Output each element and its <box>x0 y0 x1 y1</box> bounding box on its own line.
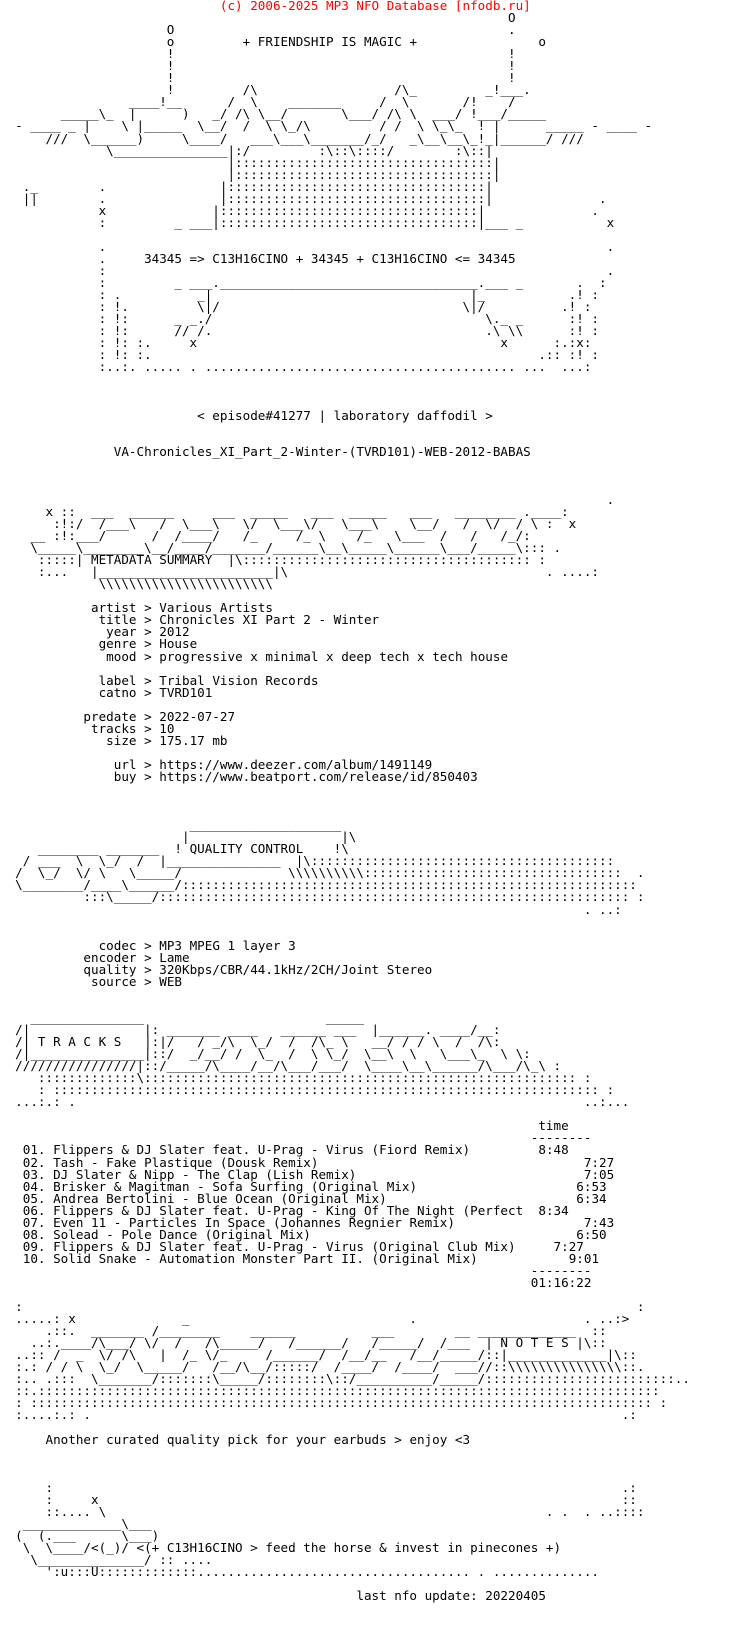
ascii-art-line: __ :!:___/ / /____/ /_ /_ \ /_ \___ / / /_/: <box>0 528 531 544</box>
tracklist-tracks-8-no-text: 09. <box>22 1238 46 1254</box>
tracklist-tracks-4-no-text: 05. <box>22 1190 46 1206</box>
ascii-art-line: : :::::::::::::::::::::::::::::::::::::::::::::::::::::::::::::::::::::::: : <box>0 1082 615 1098</box>
ascii-art-line: ..:: / _ \/ /\ | /_ \/_ /______/ /__/__ /__/_____/::|_____________|\:: <box>0 1347 637 1363</box>
ascii-art-line: \_______________|:/ :\::\::::/ :\::| <box>0 142 493 158</box>
ascii-art-line: _____\_ | ) _/ /\ \__/ \___/ /\ \ ___/ !___/_____ <box>0 106 546 122</box>
ascii-art-line <box>0 458 736 470</box>
meta-catno: catno > TVRD101 <box>98 684 213 700</box>
ascii-art-line <box>0 386 736 398</box>
ascii-art-line: .::. _______ /________ ______ ___ __ _____________ :: <box>0 1323 607 1339</box>
tracklist-tracks-2-no-text: 03. <box>22 1166 46 1182</box>
metadata-title-text: Chronicles XI Part 2 - Winter <box>159 612 380 628</box>
ascii-art-line: : !: :. .:: :! : <box>0 347 599 363</box>
sections-metadata-text: METADATA SUMMARY <box>91 552 213 568</box>
release_name-text: VA-Chronicles_XI_Part_2-Winter-(TVRD101)-WEB-2012-BABAS <box>113 443 531 459</box>
ascii-art-line: ____________________ <box>0 817 342 833</box>
tracklist-tracks-8-time-text: 7:27 <box>553 1238 584 1254</box>
ascii-art-line: |::::::::::::::::::::::::::::::::::| <box>0 154 501 170</box>
notes-text: Another curated quality pick for your earbuds > enjoy <3 <box>45 1431 471 1447</box>
metadata-artist-text: Various Artists <box>159 600 273 616</box>
ascii-art-line: ________ _______ ! QUALITY CONTROL !\ <box>0 841 349 857</box>
ascii-art-line: ! ! <box>0 70 516 86</box>
meta-artist: artist > Various Artists <box>91 600 273 616</box>
ascii-art-line: ::.:::::::::::::::::::::::::::::::::::::::::::::::::::::::::::::::::::::::::::::::::: <box>0 1383 660 1399</box>
tracklist-tracks-2-title-text: DJ Slater & Nipp - The Clap (Lish Remix) <box>53 1166 357 1182</box>
ascii-art-line: : !. \|/ \|/ .! : <box>0 299 592 315</box>
ascii-art-line: ( (.___ \___) <box>0 1527 160 1543</box>
tracklist-tracks-8-title-text: Flippers & DJ Slater feat. U-Prag - Virus (Original Club Mix) <box>53 1238 516 1254</box>
ascii-art-line <box>0 783 736 795</box>
last_update-text: last nfo update: 20220405 <box>356 1588 546 1604</box>
ascii-art-line <box>0 470 736 482</box>
ascii-art-line: : . _| |_ .! : <box>0 287 599 303</box>
ascii-art-line: \_____\________\__/____/_______/______\__\_____\______\___/_____\::: . <box>0 540 562 556</box>
metadata-label-text: Tribal Vision Records <box>159 672 319 688</box>
tracklist-tracks-6-time-text: 7:43 <box>583 1214 615 1230</box>
ascii-art-line: || . |::::::::::::::::::::::::::::::::::| . <box>0 190 607 206</box>
banner_text-text: + FRIENDSHIP IS MAGIC + <box>242 34 418 50</box>
ascii-art-line: -------- <box>0 1262 592 1278</box>
ascii-art-line <box>0 422 736 434</box>
ascii-art-line: : !: :. x x :.:x: <box>0 335 592 351</box>
meta-url[interactable]: url > https://www.deezer.com/album/1491149 <box>113 756 433 772</box>
ascii-art-line: : !: // /. .\ \\ :! : <box>0 323 599 339</box>
ascii-art-line: : .: <box>0 1479 637 1495</box>
meta-tracks: tracks > 10 <box>91 720 175 736</box>
ascii-art-line: \\\\\\\\\\\\\\\\\\\\\\\ <box>0 576 273 592</box>
metadata-url-text[interactable]: https://www.deezer.com/album/1491149 <box>159 756 433 772</box>
metadata-buy_key-text[interactable]: buy <box>113 769 137 784</box>
ascii-art-line: _______________ _____ <box>0 1009 364 1025</box>
ascii-art-line <box>0 373 736 385</box>
tracklist-tracks-5-time-text: 8:34 <box>538 1202 569 1218</box>
tracklist-tracks-2-time-text: 7:05 <box>583 1166 615 1182</box>
tracklist-tracks-6-title-text: Even 11 - Particles In Space (Johannes Regnier Remix) <box>53 1214 455 1230</box>
metadata-mood_key-text: mood <box>106 648 137 664</box>
release-name-line <box>0 443 736 459</box>
q-codec: codec > MP3 MPEG 1 layer 3 <box>98 937 296 953</box>
ascii-art-line <box>0 795 736 807</box>
ascii-art-line: | |\ <box>0 829 357 845</box>
quality-encoder_key-text: encoder <box>83 949 137 965</box>
quality-quality-text: 320Kbps/CBR/44.1kHz/2CH/Joint Stereo <box>159 961 433 977</box>
ascii-art-line: \______________/ :: .... <box>0 1552 213 1568</box>
tracklist-tracks-9-title-text: Solid Snake - Automation Monster Part II. (Original Mix) <box>53 1250 478 1266</box>
meta-size: size > 175.17 mb <box>106 732 228 748</box>
episode-text: < episode#41277 | laboratory daffodil > <box>197 407 493 423</box>
ascii-art-line: ...:.: . ..:... <box>0 1094 630 1110</box>
ascii-art-line: \________/____\______/:::::::::::::::::::::::::::::::::::::::::::::::::::::::::::: <box>0 877 637 893</box>
tracklist-tracks-0-no-text: 01. <box>22 1142 46 1158</box>
metadata-size-text: 175.17 mb <box>159 732 228 748</box>
ascii-art-line: : !: _ _./ \._ _ :! : <box>0 311 599 327</box>
metadata-predate-text: 2022-07-27 <box>159 708 236 724</box>
ascii-art-line: / \_/ \/ \ \_____/ \\\\\\\\\\:::::::::::::::::::::::::::::::::: . <box>0 865 645 881</box>
metadata-year-text: 2012 <box>159 624 190 640</box>
ascii-art-line: :.: / / \ \_/ \_____/ /__/\__/:::::/ /____/ /____/ ___//::\\\\\\\\\\\\\\\::. <box>0 1359 645 1375</box>
ascii-art-line: . ..: <box>0 901 622 917</box>
metadata-genre_key-text: genre <box>98 636 137 652</box>
episode-line <box>0 407 736 423</box>
ascii-art-line <box>0 988 736 1000</box>
credit-text: (c) 2006-2025 MP3 NFO Database [nfodb.ru] <box>219 0 531 13</box>
metadata-catno-text: TVRD101 <box>159 684 213 700</box>
ascii-art-line: ..:.____/\___/ \/ / /\_____/ /______/ /_____/ /___ | N O T E S |\:: <box>0 1335 607 1351</box>
metadata-year_key-text: year <box>106 624 137 640</box>
ascii-art-line: - ____ _ | \ |_____ \__/ / \ \_/\ / / \ \_\_ ! | _____ - ____ - <box>0 118 653 134</box>
ascii-art-line: :....:.: . .: <box>0 1407 637 1423</box>
ascii-art-line: |::::::::::::::::::::::::::::::::::| <box>0 166 501 182</box>
tracklist-tracks-4-time-text: 6:34 <box>576 1190 607 1206</box>
ascii-art-line: :::\_____/:::::::::::::::::::::::::::::::::::::::::::::::::::::::::::::: : <box>0 889 645 905</box>
meta-genre: genre > House <box>98 636 198 652</box>
tracklist-tracks-6-no-text: 07. <box>22 1214 46 1230</box>
ascii-art-line: : : <box>0 1299 645 1315</box>
meta-mood: mood > progressive x minimal x deep tech x tech house <box>106 648 509 664</box>
footer_message-text: <(+ C13H16CINO > feed the horse & invest in pinecones +) <box>136 1540 562 1555</box>
ascii-art-line: :::::::::::::\::::::::::::::::::::::::::::::::::::::::::::::::::::::::: : <box>0 1070 592 1086</box>
ascii-art-line: : _ ___.__________________________________.___ _ . : <box>0 275 607 291</box>
metadata-url_key-text[interactable]: url <box>113 756 137 772</box>
tracklist-total-text: 01:16:22 <box>530 1274 592 1290</box>
tracklist-tracks-9-no-text: 10. <box>22 1250 46 1266</box>
q-source: source > WEB <box>91 973 182 989</box>
sections-notes-text: N O T E S <box>500 1335 569 1351</box>
quality-codec_key-text: codec <box>98 937 137 953</box>
tracklist-tracks-3-title-text: Brisker & Magitman - Sofa Surfing (Original Mix) <box>53 1178 418 1194</box>
ascii-art-line: x |::::::::::::::::::::::::::::::::::| . <box>0 202 599 218</box>
ascii-art-line: ! /\ /\_ _!___. <box>0 82 531 98</box>
meta-year: year > 2012 <box>106 624 190 640</box>
tracklist-tracks-5-title-text: Flippers & DJ Slater feat. U-Prag - King Of The Night (Perfect <box>53 1202 524 1218</box>
metadata-title_key-text: title <box>98 612 137 628</box>
metadata-label_key-text: label <box>98 672 137 688</box>
tracklist-tracks-4-title-text: Andrea Bertolini - Blue Ocean (Original Mix) <box>53 1190 387 1206</box>
q-quality: quality > 320Kbps/CBR/44.1kHz/2CH/Joint Stereo <box>83 961 433 977</box>
tracklist-tracks-0-title-text: Flippers & DJ Slater feat. U-Prag - Virus (Fiord Remix) <box>53 1142 471 1158</box>
ascii-art-line: /| |: _______ ____ ______ ___ |______. ____/__: <box>0 1021 501 1037</box>
ascii-art-line: .....: x _ . . ..:> <box>0 1311 630 1327</box>
ascii-art-line: . <box>0 491 615 507</box>
tracklist-time_header-text: time <box>538 1118 569 1134</box>
notes-line <box>0 1431 736 1447</box>
ascii-art-line <box>0 1458 736 1470</box>
quality-encoder-text: Lame <box>159 949 190 965</box>
footer-line: \ \____/<(_)/ <(+ C13H16CINO > feed the horse & invest in pinecones +) <box>0 1540 562 1555</box>
tracklist-tracks-5-no-text: 06. <box>22 1202 46 1218</box>
metadata-buy-text[interactable]: https://www.beatport.com/release/id/850403 <box>159 769 478 784</box>
ascii-art-line: /| T R A C K S |:|/ / _/\ \_/ / /\_ \ __/ / / \ / /\: <box>0 1034 501 1050</box>
ascii-art-line: :... |_______________________|\ . ....: <box>0 564 599 580</box>
metadata-tracks-text: 10 <box>159 720 175 736</box>
metadata-mood-text: progressive x minimal x deep tech x tech house <box>159 648 509 664</box>
formula-text: 34345 => C13H16CINO + 34345 + C13H16CINO <= 34345 <box>144 250 516 266</box>
tracklist-tracks-7-title-text: Solead - Pole Dance (Original Mix) <box>53 1226 311 1242</box>
ascii-art-line: :::::| METADATA SUMMARY |\:::::::::::::::::::::::::::::::::::::: : <box>0 552 546 568</box>
ascii-art-line: / ___ \ \_/ / |_______________ |\:::::::::::::::::::::::::::::::::::::::: <box>0 853 615 869</box>
sections-quality-text: QUALITY CONTROL <box>189 841 304 857</box>
ascii-art-line: :..:. ..... . ......................................... ... ...: <box>0 359 592 375</box>
tracklist-tracks-3-no-text: 04. <box>22 1178 46 1194</box>
tracklist-tracks-1-time-text: 7:27 <box>583 1154 615 1170</box>
ascii-art-line: ._ . |::::::::::::::::::::::::::::::::::| <box>0 178 493 194</box>
total-time <box>0 1274 736 1290</box>
ascii-art-line: /// \______) \____/ ___\___\_______/_/ _\__\__\_!_|______/ /// <box>0 130 584 146</box>
last-update <box>0 1590 736 1602</box>
ascii-art-line: O <box>0 10 516 26</box>
banner-line: o + FRIENDSHIP IS MAGIC + o <box>0 34 546 50</box>
ascii-art-line: ////////////////|::/_____/\____/__/\___/___/ \____\__\______/\___/\_\ : <box>0 1058 562 1074</box>
meta-predate: predate > 2022-07-27 <box>83 708 236 724</box>
metadata-size_key-text: size <box>106 732 137 748</box>
meta-buy[interactable]: buy > https://www.beatport.com/release/id/850403 <box>113 769 478 784</box>
ascii-art-line: /|_______________|::/ _/__/ / \_ / \ \_/ \__\ \ \___\_ \ \: <box>0 1046 531 1062</box>
metadata-predate_key-text: predate <box>83 708 137 724</box>
ascii-art-line: ! ! <box>0 58 516 74</box>
ascii-art-line: O . <box>0 22 516 38</box>
metadata-catno_key-text: catno <box>98 684 137 700</box>
quality-quality_key-text: quality <box>83 961 137 977</box>
ascii-art-line: ! ! <box>0 46 516 62</box>
ascii-art-line: : _ ___|::::::::::::::::::::::::::::::::::|___ _ x <box>0 214 615 230</box>
tracklist-tracks-1-no-text: 02. <box>22 1154 46 1170</box>
ascii-art-line: :!:/ /___\ / \___\ \/ \___\/ \___\ \__/ / \/ / \ : x <box>0 516 577 532</box>
tracklist-tracks-7-time-text: 6:50 <box>576 1226 607 1242</box>
metadata-artist_key-text: artist <box>91 600 137 616</box>
ascii-art-line: -------- <box>0 1130 592 1146</box>
quality-source_key-text: source <box>91 973 137 989</box>
ascii-art-line: :.. .::: \_______/:::::::\_____/::::::::\::/__________/_____/:::::::::::::::::::::::::.. <box>0 1371 690 1387</box>
tracklist-tracks-0-time-text: 8:48 <box>538 1142 569 1158</box>
ascii-art-line: : x :: <box>0 1491 637 1507</box>
tracklist-tracks-1-title-text: Tash - Fake Plastique (Dousk Remix) <box>53 1154 319 1170</box>
metadata-tracks_key-text: tracks <box>91 720 137 736</box>
ascii-art-line: ':u:::U:::::::::::::.................................... . .............. <box>0 1564 599 1580</box>
ascii-art-line: ::.... \ . . . ..:::: <box>0 1503 645 1519</box>
tracklist-tracks-7-no-text: 08. <box>22 1226 46 1242</box>
tracklist-tracks-3-time-text: 6:53 <box>576 1178 607 1194</box>
ascii-art-line: _____________\___ <box>0 1515 152 1531</box>
formula-line: . 34345 => C13H16CINO + 34345 + C13H16CINO <= 34345 <box>0 250 516 266</box>
meta-title: title > Chronicles XI Part 2 - Winter <box>98 612 380 628</box>
meta-label: label > Tribal Vision Records <box>98 672 319 688</box>
ascii-art-line: . . <box>0 238 615 254</box>
ascii-art-line: x :: ___ ______ ___ _____ ___ _____ ___ ________ .____: <box>0 503 569 519</box>
sections-tracks-text: T R A C K S <box>37 1034 122 1050</box>
ascii-art-line: : :::::::::::::::::::::::::::::::::::::::::::::::::::::::::::::::::::::::::::::::::: : <box>0 1395 668 1411</box>
ascii-art-line <box>0 916 736 928</box>
tracklist-tracks-9-time-text: 9:01 <box>568 1250 600 1266</box>
quality-source-text: WEB <box>159 973 182 989</box>
q-encoder: encoder > Lame <box>83 949 190 965</box>
ascii-art-line: ____!__ / \ _______ / \ /! / <box>0 94 516 110</box>
quality-codec-text: MP3 MPEG 1 layer 3 <box>159 937 296 953</box>
ascii-art-line <box>0 1446 736 1458</box>
metadata-genre-text: House <box>159 636 198 652</box>
ascii-art-line: : . <box>0 263 615 279</box>
